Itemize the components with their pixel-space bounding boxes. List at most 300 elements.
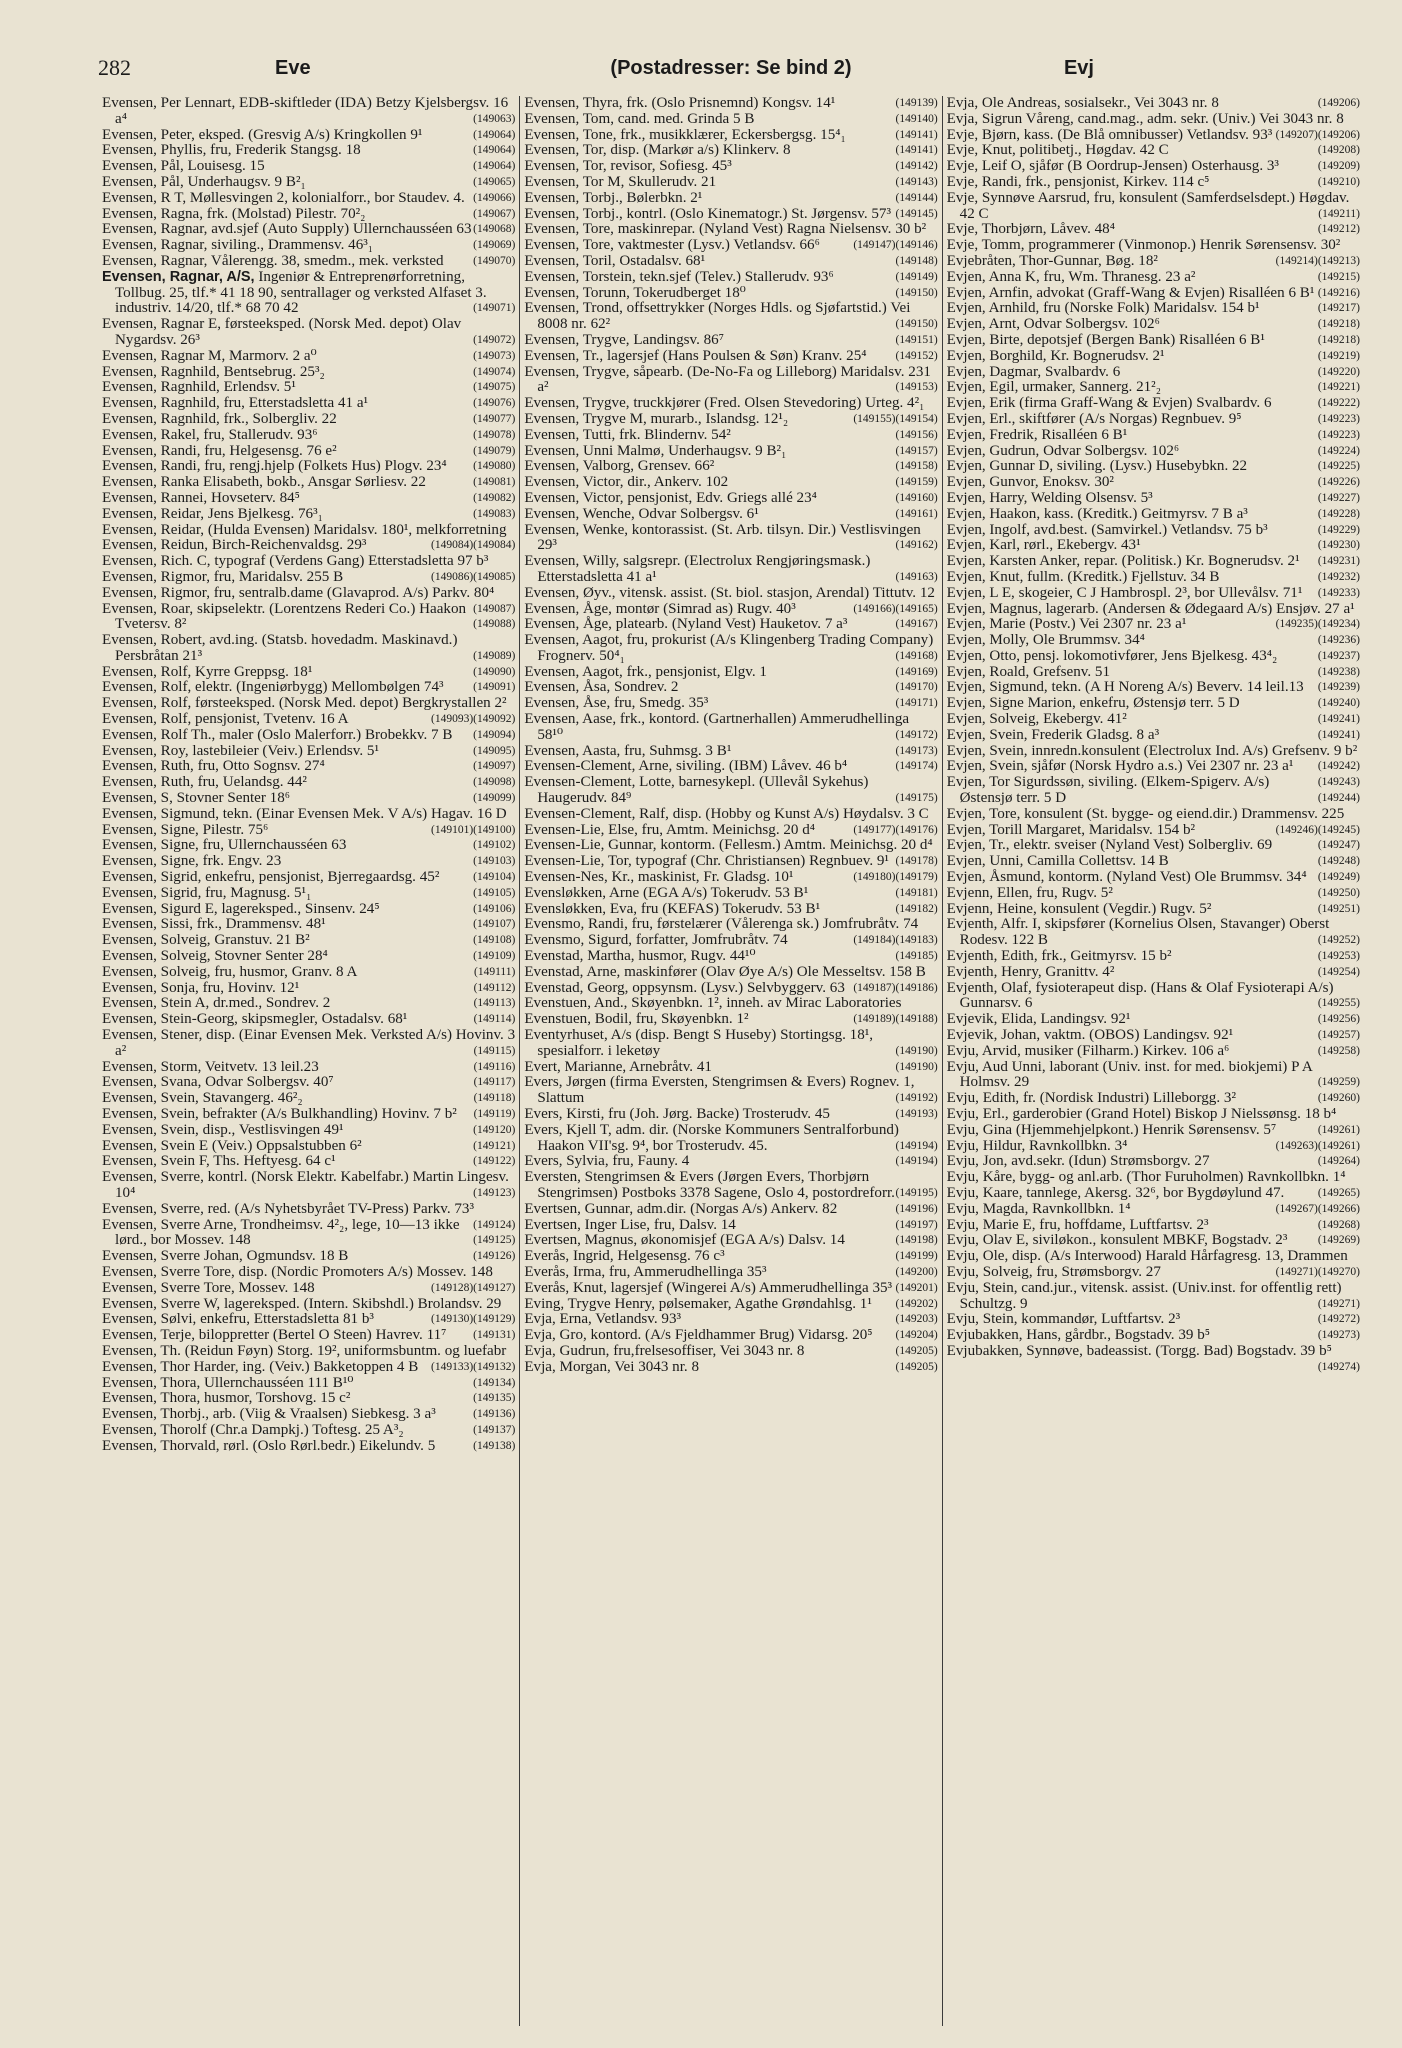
directory-entry xyxy=(102,1218,515,1250)
directory-entry xyxy=(524,143,937,159)
directory-entry xyxy=(947,428,1360,444)
directory-entry xyxy=(102,759,515,775)
entry-text: Evjen, Magnus, lagerarb. (Andersen & Ødegaard A/s) Ensjøv. 27 a¹ xyxy=(946,600,1355,617)
entry-phone: (149179) xyxy=(895,871,938,884)
entry-phone: (149272) xyxy=(1317,1313,1360,1326)
entry-phone: (149251) xyxy=(1317,902,1360,915)
directory-entry xyxy=(947,507,1360,523)
entry-text: Evensen, Trygve, såpearb. (De-No-Fa og Lilleborg) Maridalsv. 231 a² xyxy=(524,363,931,396)
directory-entry xyxy=(524,617,937,633)
entry-phone: (149108) xyxy=(473,934,516,947)
entry-text: Evensen, Signe, Pilestr. 75⁶ xyxy=(102,821,269,838)
entry-text: Evjen, Harry, Welding Olsensv. 5³ xyxy=(946,489,1153,506)
entry-phone: (149234) xyxy=(1317,618,1360,631)
entry-phone: (149130) xyxy=(430,1313,474,1326)
entry-text: Evju, Aud Unni, laborant (Univ. inst. for med. biokjemi) P A Holmsv. 29 xyxy=(946,1058,1312,1091)
entry-text: Evensen, Torbj., Bølerbkn. 2¹ xyxy=(524,189,703,206)
entry-text: Evensen, Sverre Tore, disp. (Nordic Promoters A/s) Mossev. 148 xyxy=(102,1263,493,1280)
entry-phone: (149145) xyxy=(895,207,938,220)
entry-text: Evensen, Stener, disp. (Einar Evensen Mek. Verksted A/s) Hovinv. 3 a² xyxy=(102,1027,516,1059)
entry-text: Evja, Gudrun, fru,frelsesoffiser, Vei 3043 nr. 8 xyxy=(524,1342,805,1359)
entry-text: Eventyrhuset, A/s (disp. Bengt S Huseby) Stortingsg. 18¹, spesialforr. i leketøy xyxy=(524,1027,874,1059)
entry-text: Evensen, Svein, disp., Vestlisvingen 49¹ xyxy=(102,1121,344,1138)
entry-phone: (149143) xyxy=(895,175,938,188)
entry-phone: (149073) xyxy=(473,349,516,362)
entry-phone: (149138) xyxy=(473,1439,516,1452)
entry-phone: (149157) xyxy=(895,444,938,457)
directory-entry xyxy=(524,665,937,681)
directory-entry xyxy=(524,365,937,397)
entry-text: Evensen, Tor M, Skullerudv. 21 xyxy=(524,173,717,190)
entry-text: Evensløkken, Arne (EGA A/s) Tokerudv. 53 B¹ xyxy=(524,884,809,901)
directory-entry xyxy=(524,270,937,286)
entry-text: Evju, Arvid, musiker (Filharm.) Kirkev. 106 a⁶ xyxy=(946,1042,1230,1059)
entry-phone: (149119) xyxy=(473,1108,516,1120)
directory-entry xyxy=(102,491,515,507)
entry-phone: (149140) xyxy=(895,112,938,125)
directory-entry xyxy=(947,175,1360,191)
entry-phone: (149168) xyxy=(895,649,938,662)
entry-text: Evjenth, Olaf, fysioterapeut disp. (Hans & Olaf Fysioterapi A/s) Gunnarsv. 6 xyxy=(946,979,1334,1012)
entry-phone: (149254) xyxy=(1317,965,1360,978)
entry-text: Evjen, Knut, fullm. (Kreditk.) Fjellstuv. 34 B xyxy=(946,568,1220,585)
entry-phone: (149197) xyxy=(895,1218,938,1231)
directory-entry xyxy=(947,396,1360,412)
entry-text: Evensen, Reidun, Birch-Reichenvaldsg. 29³ xyxy=(102,537,367,554)
entry-text: Evensen, Ruth, fru, Uelandsg. 44² xyxy=(102,774,307,791)
entry-phone: (149221) xyxy=(1317,381,1360,394)
entry-text: Evensen, Sølvi, enkefru, Etterstadsletta 81 b³ xyxy=(102,1311,374,1328)
entry-text: Evensen, Thor Harder, ing. (Veiv.) Bakketoppen 4 B xyxy=(102,1358,419,1375)
entry-phone: (149093) xyxy=(430,713,474,726)
entry-text: Evensen, Rolf, førsteeksped. (Norsk Med. depot) Bergkrystallen 2² xyxy=(102,695,507,712)
directory-entry xyxy=(947,1218,1360,1234)
entry-text: Evjen, Otto, pensj. lokomotivfører, Jens Bjelkesg. 43⁴₂ xyxy=(946,647,1278,664)
directory-entry xyxy=(524,1360,937,1376)
entry-text: Evensen, Ragnhild, fru, Etterstadsletta 41 a¹ xyxy=(102,395,369,412)
entry-phone: (149125) xyxy=(473,1234,516,1247)
entry-text: Evenstuen, Bodil, fru, Skøyenbkn. 1² xyxy=(524,1011,749,1028)
entry-phone: (149132) xyxy=(473,1360,516,1373)
entry-text: Evensen, Valborg, Grensev. 66² xyxy=(524,458,715,475)
entry-text: Evjen, Svein, Frederik Gladsg. 8 a³ xyxy=(946,726,1160,743)
directory-entry xyxy=(947,96,1360,112)
entry-phone: (149200) xyxy=(895,1265,938,1278)
entry-text: Evensen, Ragna, frk. (Molstad) Pilestr. 70²₂ xyxy=(102,205,366,222)
entry-phone: (149066) xyxy=(473,191,516,204)
directory-entry xyxy=(102,143,515,159)
entry-text: Evjen, Unni, Camilla Collettsv. 14 B xyxy=(946,853,1169,870)
entry-text: Evjen, Karsten Anker, repar. (Politisk.) Kr. Bognerudsv. 2¹ xyxy=(946,553,1300,570)
directory-entry xyxy=(102,159,515,175)
entry-text: Evja, Erna, Vetlandsv. 93³ xyxy=(524,1311,682,1328)
entry-phone: (149150) xyxy=(895,286,938,299)
guide-word-right: Evj xyxy=(1063,57,1094,79)
entry-text: Evju, Ole, disp. (A/s Interwood) Harald Hårfagresg. 13, Drammen xyxy=(946,1248,1348,1265)
directory-entry xyxy=(524,1170,937,1202)
entry-phone: (149074) xyxy=(473,365,516,378)
entry-text: Evensen, Åsa, Sondrev. 2 xyxy=(524,679,679,696)
entry-text: Evjenth, Alfr. I, skipsfører (Kornelius Olsen, Stavanger) Oberst Rodesv. 122 B xyxy=(946,916,1330,949)
directory-entry xyxy=(102,459,515,475)
entry-text: Evju, Stein, cand.jur., vitensk. assist. (Univ.inst. for offentlig rett) Schultzg. 9 xyxy=(946,1279,1342,1312)
directory-entry xyxy=(524,902,937,918)
entry-text: Evje, Randi, frk., pensjonist, Kirkev. 114 c⁵ xyxy=(946,173,1210,190)
entry-text: Evensen, Rakel, fru, Stallerudv. 93⁶ xyxy=(102,426,318,443)
entry-text: Evers, Kirsti, fru (Joh. Jørg. Backe) Trosterudv. 45 xyxy=(524,1106,830,1122)
entry-phone: (149078) xyxy=(473,428,516,441)
directory-entry xyxy=(524,1233,937,1249)
entry-phone: (149210) xyxy=(1317,175,1360,188)
directory-entry xyxy=(947,949,1360,965)
entry-text: Evjenn, Ellen, fru, Rugv. 5² xyxy=(946,884,1113,901)
entry-phone: (149152) xyxy=(895,349,938,362)
entry-phone: (149082) xyxy=(473,491,516,504)
directory-entry xyxy=(102,191,515,207)
entry-phone: (149064) xyxy=(473,160,516,173)
directory-entry xyxy=(947,301,1360,317)
entry-phone: (149198) xyxy=(895,1234,938,1247)
entry-text: Evja, Morgan, Vei 3043 nr. 8 xyxy=(524,1358,700,1375)
entry-phone: (149258) xyxy=(1317,1044,1360,1057)
entry-phone: (149218) xyxy=(1317,318,1360,331)
entry-phone: (149255) xyxy=(1317,997,1360,1010)
entry-phone: (149213) xyxy=(1317,254,1360,267)
directory-entry xyxy=(524,507,937,523)
entry-phone: (149212) xyxy=(1317,223,1360,236)
entry-phone: (149228) xyxy=(1317,507,1360,520)
directory-entry xyxy=(524,886,937,902)
entry-phone: (149267) xyxy=(1275,1202,1318,1215)
entry-text: Evensen-Clement, Arne, siviling. (IBM) Låvev. 46 b⁴ xyxy=(524,758,848,775)
entry-text: Evensen, Rigmor, fru, Maridalsv. 255 B xyxy=(102,568,344,585)
directory-entry xyxy=(524,712,937,744)
entry-phone: (149128) xyxy=(430,1281,474,1294)
entry-phone: (149183) xyxy=(895,934,938,947)
directory-entry xyxy=(102,1028,515,1060)
directory-entry xyxy=(947,649,1360,665)
entry-phone: (149081) xyxy=(473,476,516,489)
directory-entry xyxy=(524,933,937,949)
entry-phone: (149190) xyxy=(895,1044,938,1057)
directory-entry xyxy=(102,1439,515,1455)
entry-text: Eversten, Stengrimsen & Evers (Jørgen Evers, Thorbjørn Stengrimsen) Postboks 3378 Sagene, Oslo 4, postordreforr. xyxy=(524,1169,895,1201)
directory-entry xyxy=(524,775,937,807)
entry-text: Evensen, Svein E (Veiv.) Oppsalstubben 6² xyxy=(102,1137,362,1154)
directory-entry xyxy=(102,317,515,349)
directory-entry xyxy=(102,1091,515,1107)
entry-text: Everås, Irma, fru, Ammerudhellinga 35³ xyxy=(524,1263,767,1280)
entry-phone: (149259) xyxy=(1317,1076,1360,1089)
directory-entry xyxy=(524,286,937,302)
entry-text: Evensen, Reidar, (Hulda Evensen) Maridalsv. 180¹, melkforretning xyxy=(102,521,507,538)
entry-text: Evjen, Arnt, Odvar Solbergsv. 102⁶ xyxy=(946,316,1160,333)
entry-text: Evensen, Rigmor, fru, sentralb.dame (Glavaprod. A/s) Parkv. 80⁴ xyxy=(102,584,495,601)
entry-text: Evensen, Torbj., kontrl. (Oslo Kinematogr.) St. Jørgensv. 57³ xyxy=(524,205,891,222)
entry-phone: (149146) xyxy=(895,239,938,252)
entry-phone: (149176) xyxy=(895,823,938,836)
entry-phone: (149206) xyxy=(1317,97,1360,109)
directory-entry xyxy=(102,175,515,191)
entry-phone: (149158) xyxy=(895,460,938,473)
entry-phone: (149192) xyxy=(895,1092,938,1105)
directory-entry xyxy=(947,380,1360,396)
entry-phone: (149222) xyxy=(1317,397,1360,410)
entry-text: Evenstad, Arne, maskinfører (Olav Øye A/s) Ole Messeltsv. 158 B xyxy=(524,963,926,980)
entry-phone: (149274) xyxy=(1317,1360,1360,1373)
entry-phone: (149075) xyxy=(473,381,516,394)
entry-phone: (149261) xyxy=(1317,1139,1360,1152)
entry-text: Evjenth, Edith, frk., Geitmyrsv. 15 b² xyxy=(946,948,1172,965)
directory-entry xyxy=(102,949,515,965)
directory-entry xyxy=(524,981,937,997)
entry-phone: (149088) xyxy=(473,618,516,631)
directory-entry xyxy=(947,775,1360,807)
directory-entry xyxy=(524,444,937,460)
directory-entry xyxy=(102,1376,515,1392)
entry-text: Evjen, Torill Margaret, Maridalsv. 154 b² xyxy=(946,821,1196,838)
directory-entry xyxy=(524,1202,937,1218)
entry-text: Evjen, Erl., skiftfører (A/s Norgas) Regnbuev. 9⁵ xyxy=(946,410,1242,427)
entry-phone: (149077) xyxy=(473,412,516,425)
directory-entry xyxy=(524,412,937,428)
entry-text: Evensen, Rolf, Kyrre Greppsg. 18¹ xyxy=(102,663,313,680)
entry-text: Evensen, Thorbj., arb. (Viig & Vraalsen) Siebkesg. 3 a³ xyxy=(102,1406,436,1423)
entry-phone: (149184) xyxy=(853,934,896,947)
directory-entry xyxy=(102,791,515,807)
entry-phone: (149086) xyxy=(430,570,474,583)
entry-phone: (149237) xyxy=(1317,649,1360,662)
entry-phone: (149112) xyxy=(473,981,516,994)
entry-text: Evjen, Gudrun, Odvar Solbergsv. 102⁶ xyxy=(946,442,1180,459)
entry-phone: (149160) xyxy=(895,491,938,504)
directory-entry xyxy=(102,602,515,634)
entry-text: Evensen, Øyv., vitensk. assist. (St. biol. stasjon, Arendal) Tittutv. 12 xyxy=(524,584,935,601)
directory-entry xyxy=(524,680,937,696)
entry-phone: (149069) xyxy=(473,239,516,252)
entry-text: Evjen, Svein, sjåfør (Norsk Hydro a.s.) Vei 2307 nr. 23 a¹ xyxy=(946,758,1294,775)
entry-phone: (149247) xyxy=(1317,839,1360,852)
directory-entry xyxy=(102,728,515,744)
entry-phone: (149271) xyxy=(1317,1297,1360,1310)
directory-entry xyxy=(102,870,515,886)
entry-phone: (149115) xyxy=(473,1044,516,1057)
entry-text: Evensen, Sverre, red. (A/s Nyhetsbyrået TV-Press) Parkv. 73³ xyxy=(102,1200,475,1217)
directory-entry xyxy=(947,902,1360,918)
directory-entry xyxy=(524,870,937,886)
entry-text: Evensen, Rolf Th., maler (Oslo Malerforr.) Brobekkv. 7 B xyxy=(102,726,453,743)
directory-entry xyxy=(947,728,1360,744)
directory-entry xyxy=(102,1154,515,1170)
directory-entry xyxy=(947,554,1360,570)
directory-entry xyxy=(102,633,515,665)
directory-entry xyxy=(947,1028,1360,1044)
directory-entry xyxy=(947,159,1360,175)
entry-text: Evensen, Rolf, pensjonist, Tvetenv. 16 A xyxy=(102,711,349,728)
entry-text: Evensen, Solveig, Stovner Senter 28⁴ xyxy=(102,948,328,965)
directory-entry xyxy=(947,712,1360,728)
entry-phone: (149089) xyxy=(473,649,516,662)
entry-text: Eving, Trygve Henry, pølsemaker, Agathe Grøndahlsg. 1¹ xyxy=(524,1295,872,1312)
entry-phone: (149120) xyxy=(473,1123,516,1136)
entry-text: Evju, Stein, kommandør, Luftfartsv. 2³ xyxy=(946,1311,1181,1328)
entry-text: Evensen, Victor, dir., Ankerv. 102 xyxy=(524,474,729,491)
directory-entry xyxy=(524,1297,937,1313)
directory-entry xyxy=(102,584,516,615)
entry-text: Evjen, Tore, konsulent (St. bygge- og eiend.dir.) Drammensv. 225 xyxy=(946,805,1345,822)
entry-text: Evensen-Clement, Lotte, barnesykepl. (Ullevål Sykehus) Haugerudv. 84⁹ xyxy=(524,774,869,807)
entry-text: Evensen, Åse, fru, Smedg. 35³ xyxy=(524,695,709,712)
directory-entry xyxy=(524,128,937,144)
directory-entry xyxy=(524,1312,937,1328)
entry-text: Evjen, Gunnar D, siviling. (Lysv.) Husebybkn. 22 xyxy=(946,458,1248,475)
directory-entry xyxy=(524,1328,937,1344)
entry-phone: (149166) xyxy=(853,602,896,615)
entry-text: Evju, Marie E, fru, hoffdame, Luftfartsv. 2³ xyxy=(946,1216,1209,1233)
entry-phone: (149235) xyxy=(1275,618,1318,631)
entry-text: Evensen, S, Stovner Senter 18⁶ xyxy=(102,790,291,807)
entry-text: Evjebråten, Thor-Gunnar, Bøg. 18² xyxy=(946,252,1158,269)
directory-entry xyxy=(947,128,1360,144)
directory-entry xyxy=(947,333,1360,349)
directory-entry xyxy=(947,1265,1360,1281)
entry-phone: (149129) xyxy=(473,1313,516,1326)
entry-phone: (149084) xyxy=(473,539,516,552)
entry-text: Evensløkken, Eva, fru (KEFAS) Tokerudv. 53 B¹ xyxy=(524,900,821,917)
entry-phone: (149187) xyxy=(853,981,896,994)
entry-text: Evenstuen, And., Skøyenbkn. 1², inneh. av Mirac Laboratories xyxy=(524,995,902,1012)
entry-text: Evensen, Åge, platearb. (Nyland Vest) Hauketov. 7 a³ xyxy=(524,616,848,633)
directory-entry xyxy=(947,191,1360,223)
entry-text: Evjen, Anna K, fru, Wm. Thranesg. 23 a² xyxy=(946,268,1196,285)
entry-phone: (149252) xyxy=(1317,934,1360,947)
entry-text: Evensen, Aagot, fru, prokurist (A/s Klingenberg Trading Company) Frognerv. 50⁴₁ xyxy=(524,632,934,664)
entry-phone: (149273) xyxy=(1317,1329,1360,1342)
entry-phone: (149097) xyxy=(473,760,516,773)
entry-text: Evju, Kåre, bygg- og anl.arb. (Thor Furuholmen) Ravnkollbkn. 1⁴ xyxy=(946,1169,1346,1186)
entry-phone: (149103) xyxy=(473,855,516,868)
directory-entry xyxy=(524,349,937,365)
entry-text: Evensen, Sverre Tore, Mossev. 148 xyxy=(102,1279,315,1296)
directory-entry xyxy=(102,680,515,696)
entry-text: Evensen, Stein-Georg, skipsmegler, Ostadalsv. 68¹ xyxy=(102,1011,408,1028)
directory-entry xyxy=(947,412,1360,428)
entry-phone: (149207) xyxy=(1275,128,1318,141)
entry-phone: (149218) xyxy=(1317,333,1360,346)
entry-phone: (149154) xyxy=(895,412,938,425)
entry-text: Evensen-Lie, Gunnar, kontorm. (Fellesm.) Amtm. Meinichsg. 20 d⁴ xyxy=(524,837,933,854)
entry-text: Evensmo, Sigurd, forfatter, Jomfrubråtv. 74 xyxy=(524,932,788,949)
directory-entry xyxy=(102,444,515,460)
entry-phone: (149105) xyxy=(473,886,516,899)
entry-text: Evjubakken, Synnøve, badeassist. (Torgg. Bad) Bogstadv. 39 b⁵ xyxy=(946,1342,1332,1359)
directory-entry xyxy=(102,1200,516,1231)
entry-text: Evensen-Lie, Tor, typograf (Chr. Christiansen) Regnbuev. 9¹ xyxy=(524,853,889,870)
entry-phone: (149169) xyxy=(895,665,938,678)
entry-phone: (149122) xyxy=(473,1155,516,1168)
column-3 xyxy=(943,96,1364,2026)
entry-text: Evjen, Marie (Postv.) Vei 2307 nr. 23 a¹ xyxy=(946,616,1187,633)
entry-phone: (149076) xyxy=(473,397,516,410)
directory-entry xyxy=(102,823,515,839)
entry-phone: (149070) xyxy=(473,254,516,267)
entry-phone: (149264) xyxy=(1317,1155,1360,1168)
entry-text: Evensen, Tore, vaktmester (Lysv.) Vetlandsv. 66⁶ xyxy=(524,237,820,254)
directory-entry xyxy=(102,1328,515,1344)
entry-text: Evensen, Wenche, Odvar Solbergsv. 6¹ xyxy=(524,505,759,522)
directory-entry xyxy=(102,207,515,223)
entry-text: Evensen, Aagot, frk., pensjonist, Elgv. 1 xyxy=(524,663,767,680)
directory-entry xyxy=(102,917,515,933)
entry-text: Evensen, Th. (Reidun Føyn) Storg. 19², uniformsbuntm. og luefabr xyxy=(102,1342,507,1359)
column-1 xyxy=(98,96,520,2026)
directory-entry xyxy=(524,254,937,270)
entry-phone: (149123) xyxy=(473,1186,516,1199)
entry-text: Evensen, Rannei, Hovseterv. 84⁵ xyxy=(102,489,300,506)
entry-text: Evertsen, Magnus, økonomisjef (EGA A/s) Dalsv. 14 xyxy=(524,1232,845,1249)
directory-entry xyxy=(102,238,515,254)
entry-phone: (149241) xyxy=(1317,728,1360,741)
directory-entry xyxy=(102,1407,515,1423)
entry-phone: (149080) xyxy=(473,460,516,473)
entry-text: Evensen, Tor, disp. (Markør a/s) Klinkerv. 8 xyxy=(524,142,791,159)
entry-phone: (149257) xyxy=(1317,1029,1360,1042)
directory-entry xyxy=(947,349,1360,365)
entry-text: Evensen, Ragnar E, førsteeksped. (Norsk Med. depot) Olav Nygardsv. 26³ xyxy=(102,316,462,348)
directory-entry xyxy=(947,823,1360,839)
entry-phone: (149245) xyxy=(1317,823,1360,836)
directory-entry xyxy=(102,1391,515,1407)
entry-phone: (149201) xyxy=(895,1281,938,1294)
entry-phone: (149205) xyxy=(895,1360,938,1373)
entry-phone: (149142) xyxy=(895,160,938,173)
entry-text: Evju, Olav E, siviløkon., konsulent MBKF, Bogstadv. 2³ xyxy=(946,1232,1288,1249)
entry-phone: (149174) xyxy=(895,760,938,773)
entry-text: Evensen, Thora, Ullernchausséen 111 B¹⁰ xyxy=(102,1374,354,1391)
entry-text: Evensen, Åge, montør (Simrad as) Rugv. 40³ xyxy=(524,600,796,617)
entry-text: Evensen, Pål, Underhaugsv. 9 B²₁ xyxy=(102,173,306,190)
directory-entry xyxy=(947,1012,1360,1028)
entry-phone: (149109) xyxy=(473,950,516,963)
directory-entry xyxy=(524,602,937,618)
entry-text: Evjenth, Henry, Granittv. 4² xyxy=(946,963,1115,980)
entry-text: Evjen, Egil, urmaker, Sannerg. 21²₂ xyxy=(946,379,1161,396)
entry-text: Evje, Knut, politibetj., Høgdav. 42 C xyxy=(946,142,1169,159)
directory-entry xyxy=(102,886,515,902)
entry-text: Evensen, Rolf, elektr. (Ingeniørbygg) Mellombølgen 74³ xyxy=(102,679,444,696)
entry-text: Evers, Jørgen (firma Eversten, Stengrimsen & Evers) Rognev. 1, Slattum xyxy=(524,1074,915,1107)
directory-entry xyxy=(102,1170,515,1202)
entry-phone: (149268) xyxy=(1317,1218,1360,1231)
directory-entry xyxy=(947,459,1360,475)
entry-text: Evjen, Borghild, Kr. Bognerudsv. 2¹ xyxy=(946,347,1165,364)
entry-phone: (149155) xyxy=(853,412,896,425)
entry-phone: (149162) xyxy=(895,539,938,552)
entry-phone: (149209) xyxy=(1317,160,1360,173)
directory-entry xyxy=(524,1344,937,1360)
entry-text: Evjen, Sigmund, tekn. (A H Noreng A/s) Beverv. 14 leil.13 xyxy=(946,679,1304,696)
entry-phone: (149084) xyxy=(430,539,474,552)
entry-text: Evju, Gina (Hjemmehjelpkont.) Henrik Sørensensv. 5⁷ xyxy=(946,1121,1277,1138)
header-title: (Postadresser: Se bind 2) xyxy=(610,57,852,79)
entry-phone: (149141) xyxy=(895,128,938,141)
directory-entry xyxy=(102,349,515,365)
entry-text: Evensen, Svein, befrakter (A/s Bulkhandling) Hovinv. 7 b² xyxy=(102,1106,457,1122)
entry-text: Evjen, Signe Marion, enkefru, Østensjø terr. 5 D xyxy=(946,695,1240,712)
entry-phone: (149165) xyxy=(895,602,938,615)
entry-text: Evensen, Ragnar, siviling., Drammensv. 46³₁ xyxy=(102,237,374,254)
entry-phone: (149136) xyxy=(473,1408,516,1421)
